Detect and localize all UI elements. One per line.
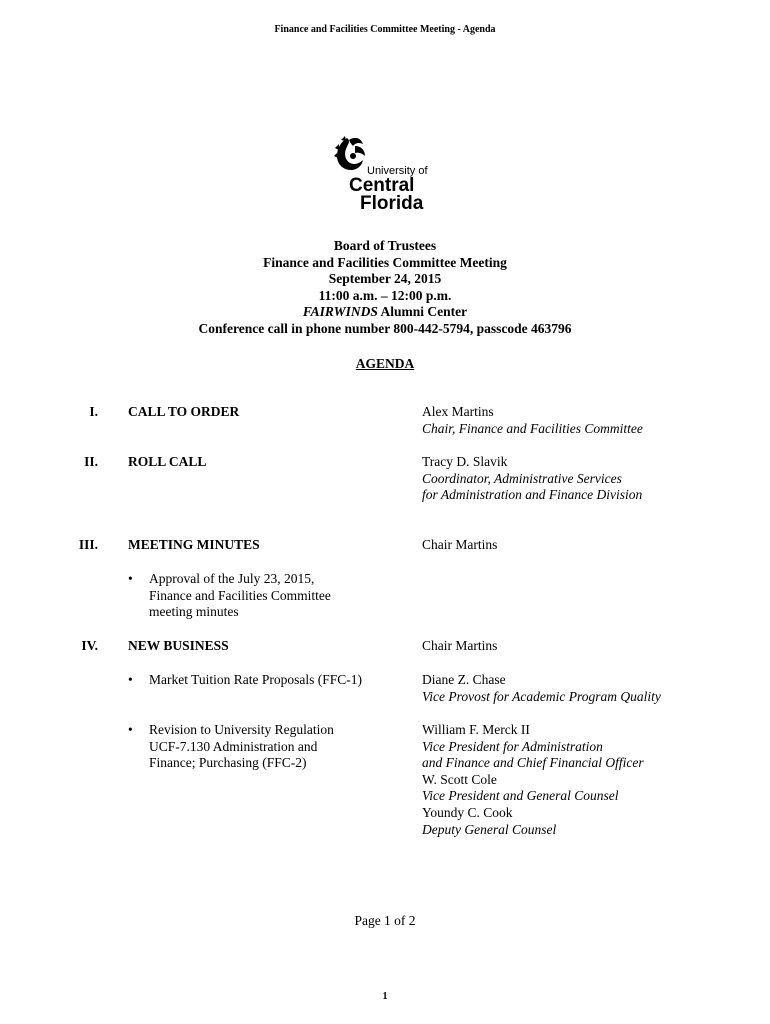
- item-presenter: [422, 638, 497, 655]
- agenda-title: AGENDA: [355, 356, 415, 371]
- item-presenter: [422, 672, 661, 705]
- presenter-role: Chair, Finance and Facilities Committee: [422, 420, 643, 436]
- item-presenter: [422, 722, 644, 838]
- bullet-text: [149, 672, 362, 689]
- meeting-date: September 24, 2015: [328, 271, 442, 287]
- presenter-name: Chair Martins: [422, 537, 498, 552]
- running-header: Finance and Facilities Committee Meeting - Agenda: [274, 24, 496, 35]
- presenter-role: Deputy General Counsel: [422, 821, 557, 837]
- logo-lettering: [349, 165, 428, 212]
- bullet-line: meeting minutes: [149, 604, 239, 620]
- svg-text:Florida: Florida: [360, 193, 424, 212]
- svg-text:Central: Central: [349, 175, 415, 196]
- bullet-line: Revision to University Regulation: [149, 722, 334, 737]
- footer-page-number: 1: [382, 991, 388, 1002]
- bullet-line: Approval of the July 23, 2015,: [149, 571, 315, 586]
- svg-text:University of: University of: [367, 165, 428, 177]
- meeting-heading: [0, 238, 770, 338]
- presenter-name: Chair Martins: [422, 638, 498, 653]
- list-item: [128, 672, 398, 690]
- presenter-role: Coordinator, Administrative Services: [422, 470, 622, 486]
- list-item: [128, 722, 388, 774]
- bullet-icon: •: [128, 672, 133, 687]
- presenter-name: Diane Z. Chase: [422, 672, 506, 687]
- ucf-logo-graphic: [327, 134, 451, 212]
- presenter-name: W. Scott Cole: [422, 771, 497, 787]
- item-title: NEW BUSINESS: [128, 638, 229, 653]
- presenter-role: and Finance and Chief Financial Officer: [422, 755, 644, 771]
- item-numeral: III.: [78, 537, 98, 552]
- item-numeral: I.: [89, 404, 98, 419]
- item-numeral: IV.: [81, 638, 98, 653]
- item-presenter: [422, 537, 497, 554]
- committee-title: Finance and Facilities Committee Meeting: [263, 254, 507, 270]
- bullet-line: Finance; Purchasing (FFC-2): [149, 755, 307, 771]
- item-title: MEETING MINUTES: [128, 537, 260, 552]
- bullet-text: [149, 571, 331, 621]
- bullet-line: Finance and Facilities Committee: [149, 587, 331, 603]
- bullet-text: [149, 722, 334, 772]
- location-rest: Alumni Center: [377, 304, 468, 320]
- item-presenter: [422, 404, 643, 437]
- meeting-time: 11:00 a.m. – 12:00 p.m.: [318, 287, 452, 303]
- bullet-line: Market Tuition Rate Proposals (FFC-1): [149, 672, 363, 687]
- bullet-line: UCF-7.130 Administration and: [149, 738, 318, 754]
- presenter-name: Tracy D. Slavik: [422, 454, 508, 469]
- presenter-role: Vice President and General Counsel: [422, 788, 619, 804]
- conference-call: Conference call in phone number 800-442-5794, passcode 463796: [198, 320, 572, 336]
- presenter-name: Youndy C. Cook: [422, 804, 513, 820]
- board-title: Board of Trustees: [333, 238, 437, 253]
- item-numeral: II.: [84, 454, 98, 469]
- bullet-icon: •: [128, 722, 133, 737]
- ucf-logo: [327, 134, 451, 212]
- presenter-name: William F. Merck II: [422, 722, 530, 737]
- meeting-location: [0, 304, 770, 321]
- presenter-name: Alex Martins: [422, 404, 494, 419]
- presenter-role: Vice Provost for Academic Program Quality: [422, 688, 661, 704]
- bullet-icon: •: [128, 571, 133, 586]
- presenter-role: Vice President for Administration: [422, 738, 603, 754]
- item-title: ROLL CALL: [128, 454, 207, 469]
- presenter-role: for Administration and Finance Division: [422, 487, 643, 503]
- page-label: Page 1 of 2: [354, 913, 416, 928]
- item-presenter: [422, 454, 642, 504]
- location-italic: FAIRWINDS: [302, 304, 378, 320]
- item-title: CALL TO ORDER: [128, 404, 240, 419]
- list-item: [128, 571, 388, 623]
